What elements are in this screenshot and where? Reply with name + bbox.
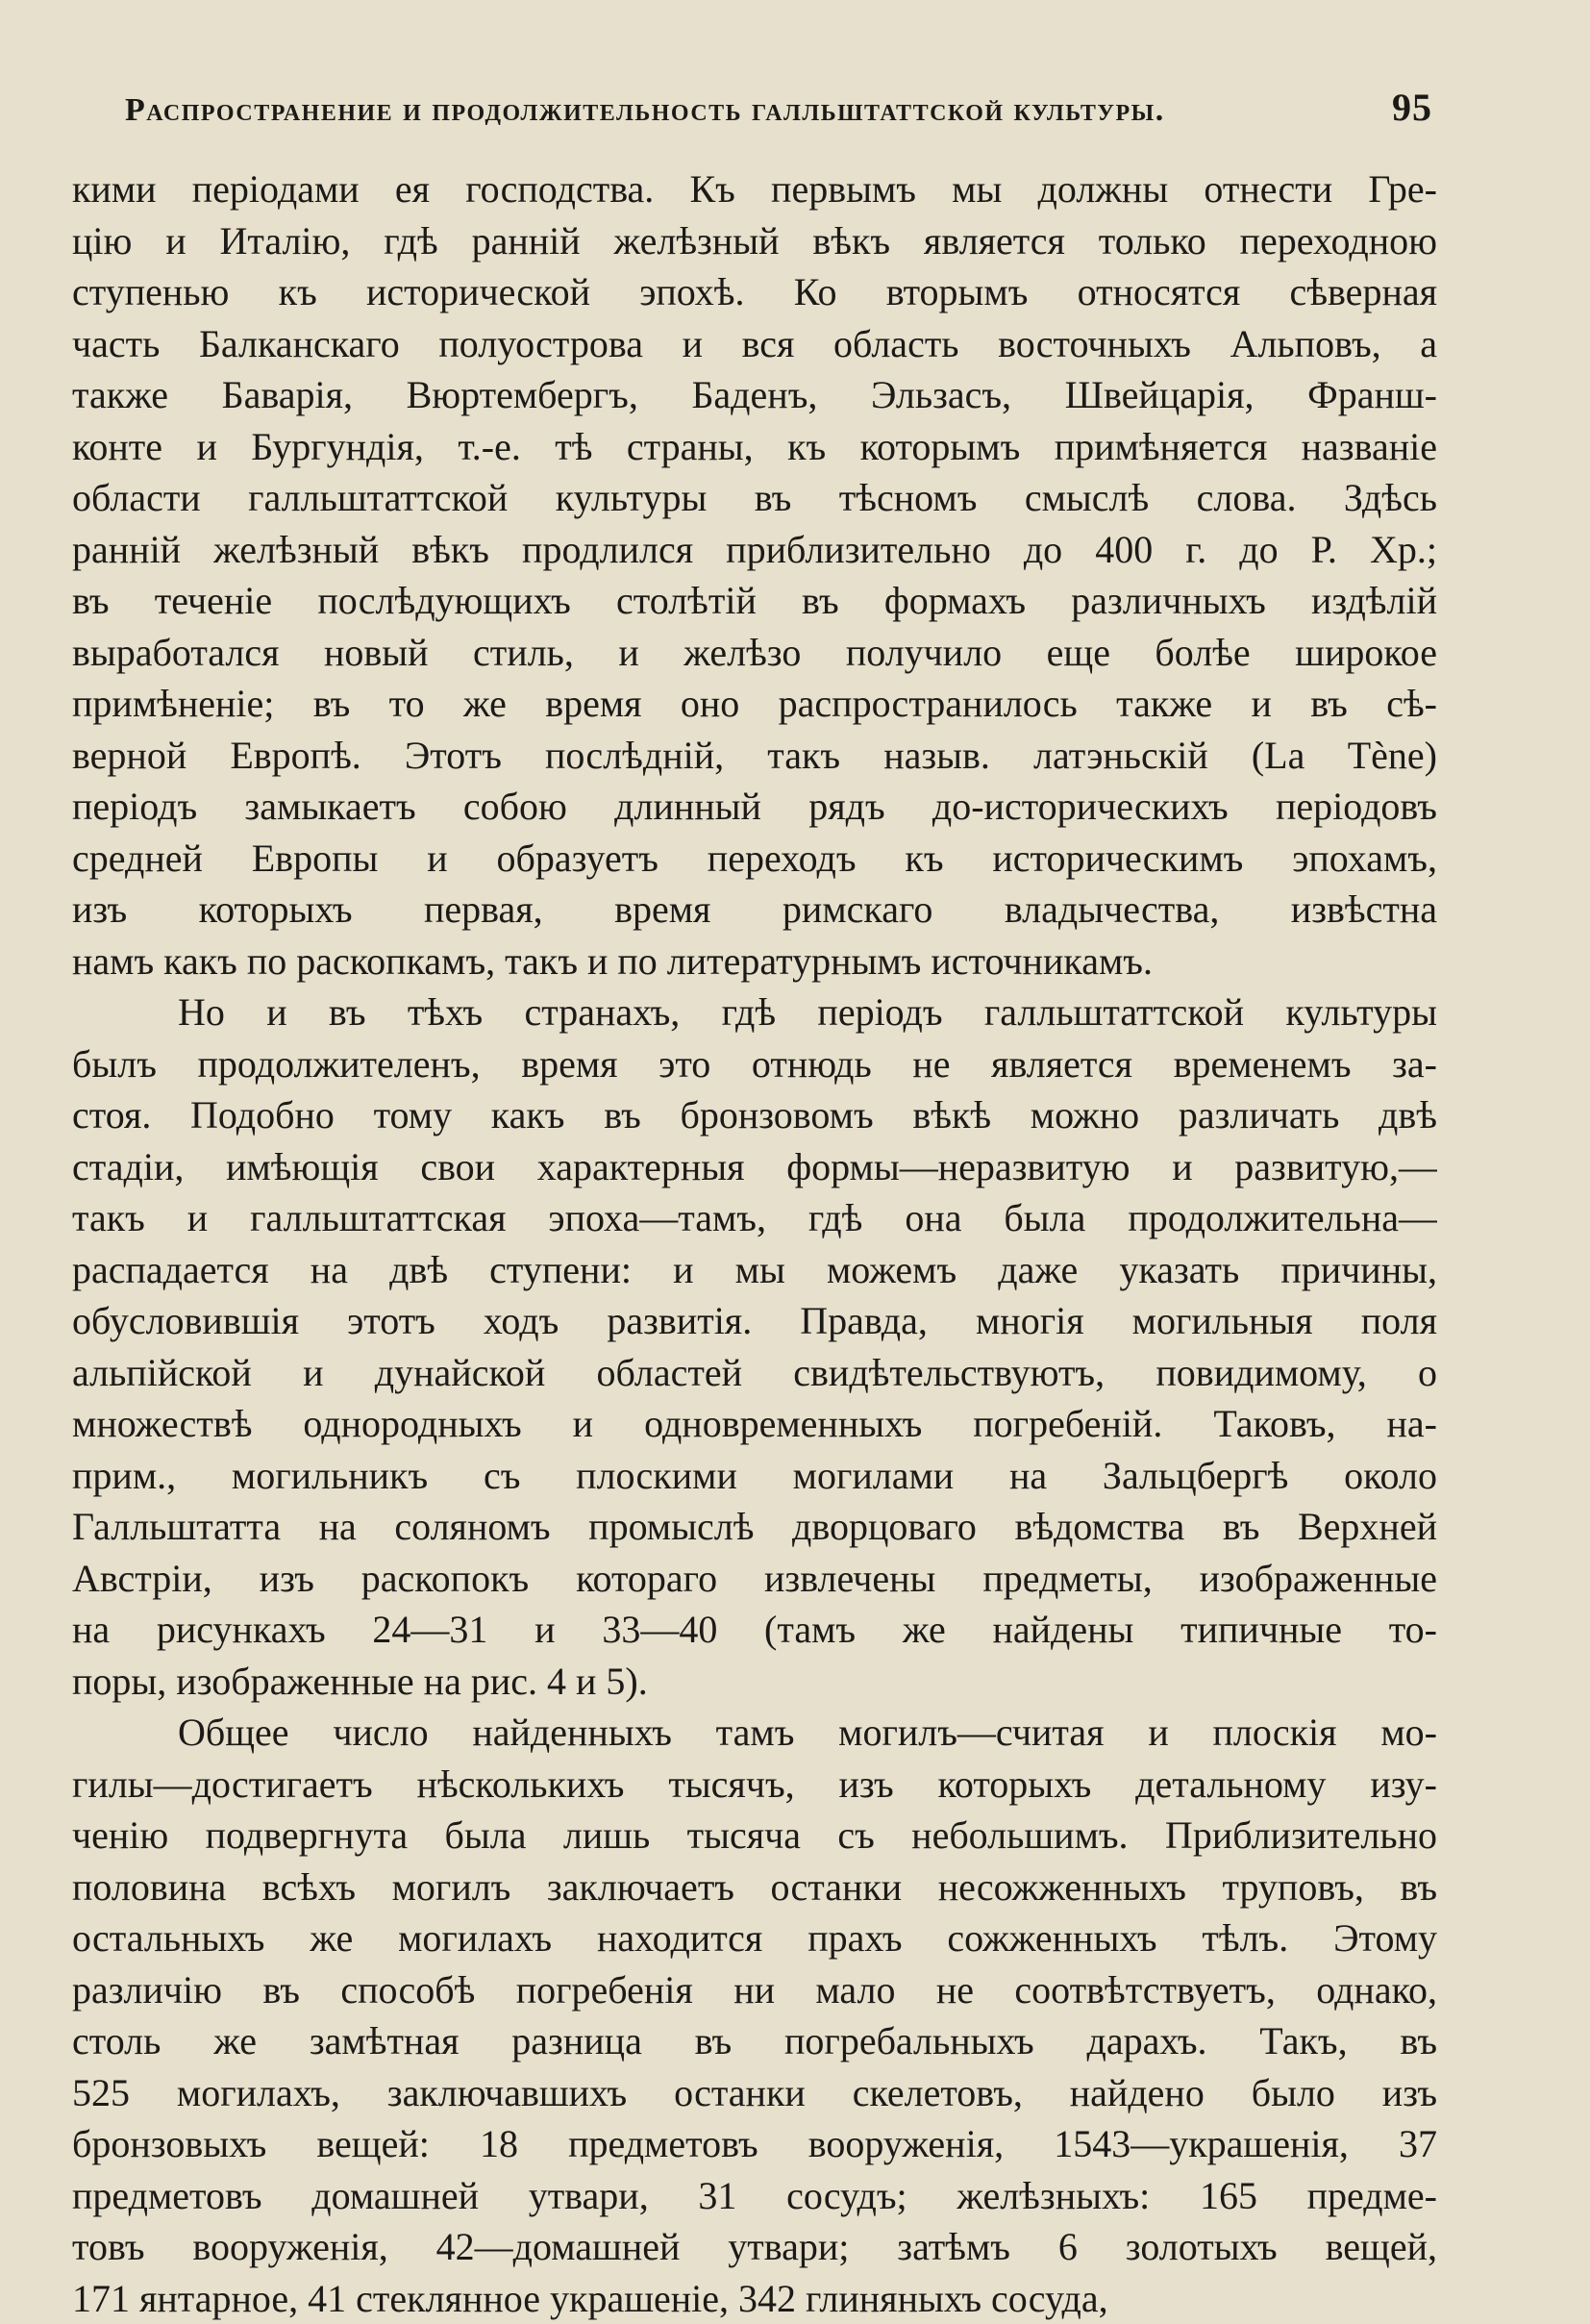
- text-line: ранній желѣзный вѣкъ продлился приблизительно до 400 г. до Р. Хр.;: [72, 524, 1437, 576]
- text-line: часть Балканскаго полуострова и вся область восточныхъ Альповъ, а: [72, 318, 1437, 370]
- text-line: ченію подвергнута была лишь тысяча съ небольшимъ. Приблизительно: [72, 1810, 1437, 1862]
- text-line: ступенью къ исторической эпохѣ. Ко вторымъ относятся сѣверная: [72, 266, 1437, 318]
- text-line: остальныхъ же могилахъ находится прахъ сожженныхъ тѣлъ. Этому: [72, 1912, 1437, 1964]
- text-line: различію въ способѣ погребенія ни мало не соотвѣтствуетъ, однако,: [72, 1964, 1437, 2016]
- text-line: также Баварія, Вюртембергъ, Баденъ, Эльзасъ, Швейцарія, Франш-: [72, 369, 1437, 421]
- text-line: средней Европы и образуетъ переходъ къ историческимъ эпохамъ,: [72, 833, 1437, 885]
- text-line: 525 могилахъ, заключавшихъ останки скелетовъ, найдено было изъ: [72, 2067, 1437, 2119]
- text-line: Галльштатта на соляномъ промыслѣ дворцоваго вѣдомства въ Верхней: [72, 1501, 1437, 1553]
- text-line: множествѣ однородныхъ и одновременныхъ погребеній. Таковъ, на-: [72, 1398, 1437, 1450]
- text-line: Общее число найденныхъ тамъ могилъ—считая и плоскія мо-: [72, 1707, 1437, 1759]
- text-line: прим., могильникъ съ плоскими могилами на Зальцбергѣ около: [72, 1450, 1437, 1502]
- text-line: примѣненіе; въ то же время оно распространилось также и въ сѣ-: [72, 678, 1437, 730]
- text-line: цію и Италію, гдѣ ранній желѣзный вѣкъ является только переходною: [72, 215, 1437, 267]
- text-line: гилы—достигаетъ нѣсколькихъ тысячъ, изъ которыхъ детальному изу-: [72, 1759, 1437, 1811]
- text-line: бронзовыхъ вещей: 18 предметовъ вооруженія, 1543—украшенія, 37: [72, 2118, 1437, 2170]
- text-line: верной Европѣ. Этотъ послѣдній, такъ назыв. латэньскій (La Tène): [72, 730, 1437, 782]
- running-header: [125, 85, 1432, 130]
- text-line: періодъ замыкаетъ собою длинный рядъ до-историческихъ періодовъ: [72, 781, 1437, 833]
- text-line: изъ которыхъ первая, время римскаго владычества, извѣстна: [72, 884, 1437, 936]
- text-line: въ теченіе послѣдующихъ столѣтій въ формахъ различныхъ издѣлій: [72, 575, 1437, 627]
- text-line: былъ продолжителенъ, время это отнюдь не является временемъ за-: [72, 1038, 1437, 1090]
- text-line: альпійской и дунайской областей свидѣтельствуютъ, повидимому, о: [72, 1347, 1437, 1399]
- text-line: предметовъ домашней утвари, 31 сосудъ; желѣзныхъ: 165 предме-: [72, 2170, 1437, 2222]
- text-line: на рисункахъ 24—31 и 33—40 (тамъ же найдены типичные то-: [72, 1604, 1437, 1656]
- text-line: стоя. Подобно тому какъ въ бронзовомъ вѣкѣ можно различать двѣ: [72, 1089, 1437, 1141]
- text-line: области галльштаттской культуры въ тѣсномъ смыслѣ слова. Здѣсь: [72, 472, 1437, 524]
- text-line: распадается на двѣ ступени: и мы можемъ даже указать причины,: [72, 1244, 1437, 1296]
- text-line: поры, изображенные на рис. 4 и 5).: [72, 1656, 1437, 1708]
- text-line: кими періодами ея господства. Къ первымъ мы должны отнести Гре-: [72, 163, 1437, 215]
- body-text: [72, 163, 1437, 2324]
- text-line: обусловившія этотъ ходъ развитія. Правда, многія могильныя поля: [72, 1295, 1437, 1347]
- text-line: такъ и галльштаттская эпоха—тамъ, гдѣ она была продолжительна—: [72, 1192, 1437, 1244]
- text-line: 171 янтарное, 41 стеклянное украшеніе, 342 глиняныхъ сосуда,: [72, 2273, 1437, 2324]
- text-line: намъ какъ по раскопкамъ, такъ и по литературнымъ источникамъ.: [72, 936, 1437, 987]
- text-line: половина всѣхъ могилъ заключаетъ останки несожженныхъ труповъ, въ: [72, 1862, 1437, 1913]
- text-line: выработался новый стиль, и желѣзо получило еще болѣе широкое: [72, 627, 1437, 679]
- text-line: Австріи, изъ раскопокъ котораго извлечены предметы, изображенные: [72, 1553, 1437, 1605]
- text-line: столь же замѣтная разница въ погребальныхъ дарахъ. Такъ, въ: [72, 2015, 1437, 2067]
- page-number: 95: [1392, 85, 1432, 130]
- text-line: Но и въ тѣхъ странахъ, гдѣ періодъ галльштаттской культуры: [72, 987, 1437, 1038]
- text-line: товъ вооруженія, 42—домашней утвари; затѣмъ 6 золотыхъ вещей,: [72, 2221, 1437, 2273]
- text-line: стадіи, имѣющія свои характерныя формы—неразвитую и развитую,—: [72, 1141, 1437, 1193]
- text-line: конте и Бургундія, т.-е. тѣ страны, къ которымъ примѣняется названіе: [72, 421, 1437, 473]
- running-title: Распространение и продолжительность галльштаттской культуры.: [125, 92, 1165, 129]
